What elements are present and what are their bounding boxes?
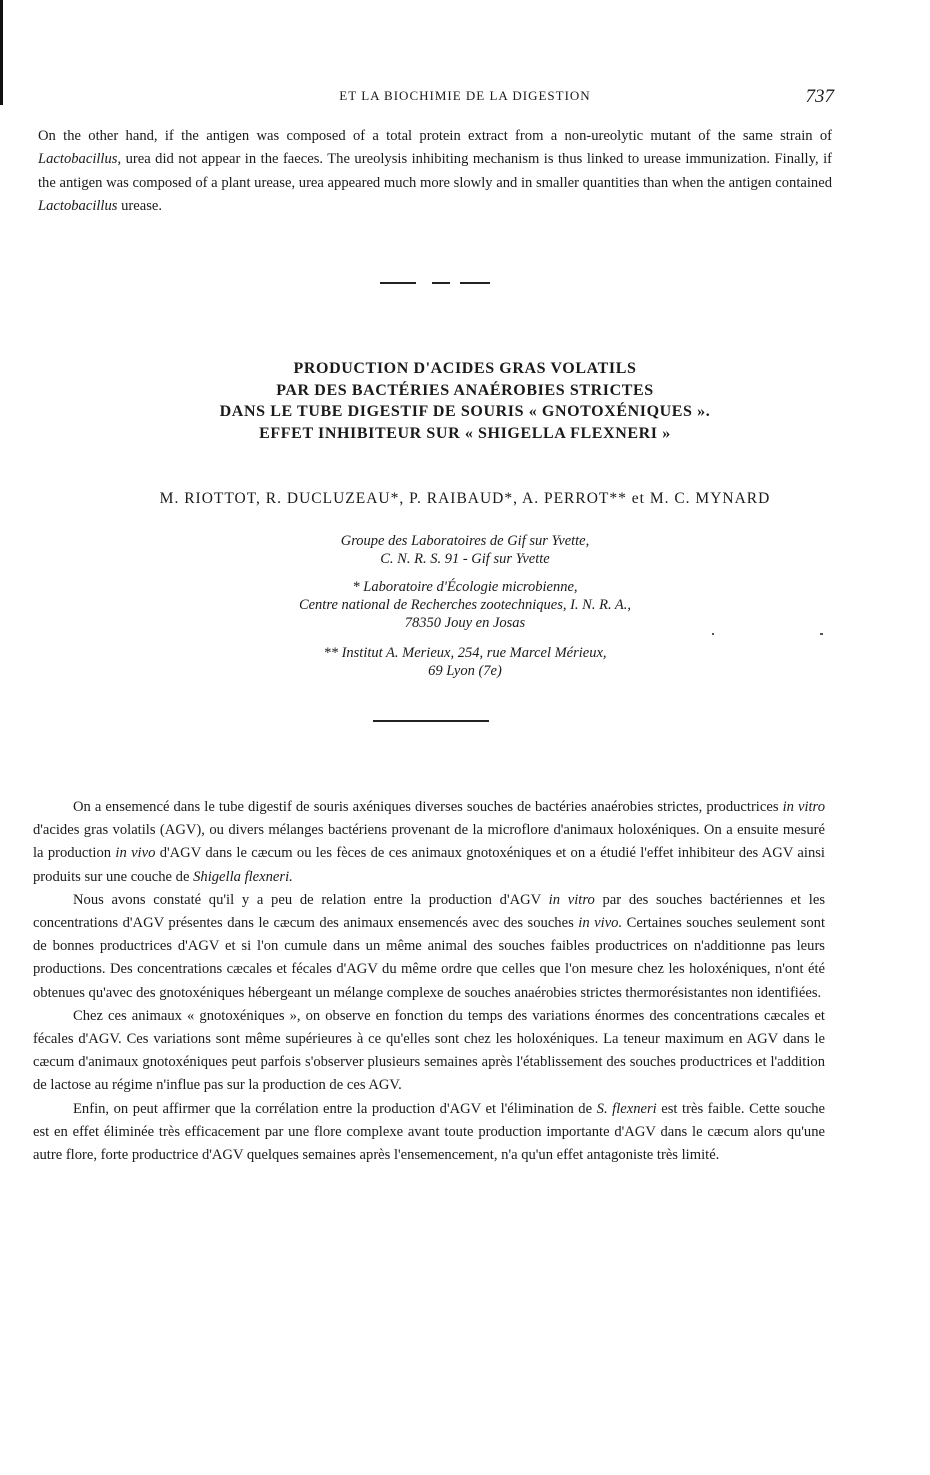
text-segment: d'acides gras volatils (AGV), ou divers mélanges bactériens provenant de la microflore d'animaux holoxéniques. On a ensuite mesuré la production — [33, 822, 825, 862]
scan-speck — [820, 633, 823, 635]
paragraph — [33, 1098, 825, 1168]
article-title — [60, 358, 870, 444]
affiliation-3 — [0, 644, 930, 680]
affiliation-2 — [0, 578, 930, 632]
title-line: DANS LE TUBE DIGESTIF DE SOURIS « GNOTOXÉNIQUES ». — [219, 403, 711, 420]
title-line: PRODUCTION D'ACIDES GRAS VOLATILS — [293, 360, 637, 377]
running-head: ET LA BIOCHIMIE DE LA DIGESTION — [339, 88, 591, 103]
abstract-body — [33, 796, 825, 1167]
affiliation-line: Groupe des Laboratoires de Gif sur Yvette, — [340, 533, 590, 549]
scan-speck — [712, 633, 714, 635]
separator-dash-1 — [380, 282, 416, 284]
italic-species: Lactobacillus, — [38, 151, 122, 168]
title-line: PAR DES BACTÉRIES ANAÉROBIES STRICTES — [276, 381, 654, 399]
text-segment: d'AGV dans le cæcum ou les fèces de ces animaux gnotoxéniques et on a étudié l'effet inhibiteur des AGV ainsi produits sur une couche de — [33, 845, 825, 885]
paragraph — [33, 1005, 825, 1098]
paragraph — [33, 889, 825, 1005]
affiliation-line: 69 Lyon (7e) — [428, 663, 502, 679]
affiliation-line: * Laboratoire d'Écologie microbienne, — [352, 579, 578, 595]
italic-species: Lactobacillus — [38, 198, 118, 215]
author-list: M. RIOTTOT, R. DUCLUZEAU*, P. RAIBAUD*, A. PERROT** et M. C. MYNARD — [159, 490, 771, 507]
title-block-rule — [373, 720, 489, 722]
italic-species: S. flexneri — [596, 1100, 657, 1117]
affiliation-line: C. N. R. S. 91 - Gif sur Yvette — [380, 551, 550, 567]
continuation-paragraph — [38, 125, 832, 219]
text-segment: On the other hand, if the antigen was composed of a total protein extract from a non-ureolytic mutant of the same strain of — [38, 128, 832, 144]
italic-term: in vitro — [782, 799, 825, 815]
text-segment: Certaines souches seulement sont de bonnes productrices d'AGV et si l'on cumule dans un même animal des souches faibles productrices on n'additionne pas leurs productions. Des concentrations cæcales et fécales d'AGV du même ordre que celles que l'on mesure chez les holoxéniques, n'ont été obtenues qu'avec des gnotoxéniques hébergeant un mélange complexe de souches anaérobies strictes thermorésistantes non identifiées. — [33, 915, 826, 1001]
italic-species: Shigella flexneri. — [193, 868, 293, 885]
italic-term: in vitro — [548, 891, 595, 908]
text-segment: Nous avons constaté qu'il y a peu de relation entre la production d'AGV — [73, 891, 549, 908]
page-number: 737 — [805, 86, 834, 107]
affiliation-line: Centre national de Recherches zootechniques, I. N. R. A., — [298, 597, 632, 613]
text-segment: Enfin, on peut affirmer que la corrélation entre la production d'AGV et l'élimination de — [73, 1100, 597, 1117]
italic-term: in vivo — [115, 845, 156, 862]
separator-dash-2 — [432, 282, 450, 284]
affiliation-line: ** Institut A. Merieux, 254, rue Marcel Mérieux, — [323, 645, 607, 661]
text-segment: urease. — [117, 198, 163, 215]
separator-dash-3 — [460, 282, 490, 284]
text-segment: urea did not appear in the faeces. The ureolysis inhibiting mechanism is thus linked to urease immunization. Finally, if the antigen was composed of a plant urease, urea appeared much more slowly and in smaller quantities than when the antigen contained — [38, 151, 832, 191]
affiliation-1 — [0, 532, 930, 568]
text-segment: est très faible. Cette souche est en effet éliminée très efficacement par une flore complexe avant toute production importante d'AGV dans le cæcum alors qu'une autre flore, forte productrice d'AGV quelques semaines après l'ensemencement, n'a qu'un effet antagoniste très limité. — [33, 1100, 825, 1164]
title-line: EFFET INHIBITEUR SUR « SHIGELLA FLEXNERI » — [259, 424, 671, 442]
paragraph — [33, 796, 825, 889]
text-segment: par des souches bactériennes et les concentrations d'AGV présentes dans le cæcum des animaux ensemencés avec des souches — [33, 891, 825, 932]
italic-term: in vivo. — [578, 915, 623, 932]
text-segment: On a ensemencé dans le tube digestif de souris axéniques diverses souches de bactéries anaérobies strictes, productrices — [73, 799, 783, 815]
text-segment: Chez ces animaux « gnotoxéniques », on observe en fonction du temps des variations énormes des concentrations cæcales et fécales d'AGV. Ces variations sont même supérieures à ce qu'elles sont chez les holoxéniques. La teneur maximum en AGV dans le cæcum d'animaux gnotoxéniques peut parfois s'observer plusieurs semaines après l'établissement des souches productrices et l'addition de lactose au régime n'influe pas sur la production de ces AGV. — [33, 1007, 825, 1094]
affiliation-line: 78350 Jouy en Josas — [404, 615, 526, 631]
